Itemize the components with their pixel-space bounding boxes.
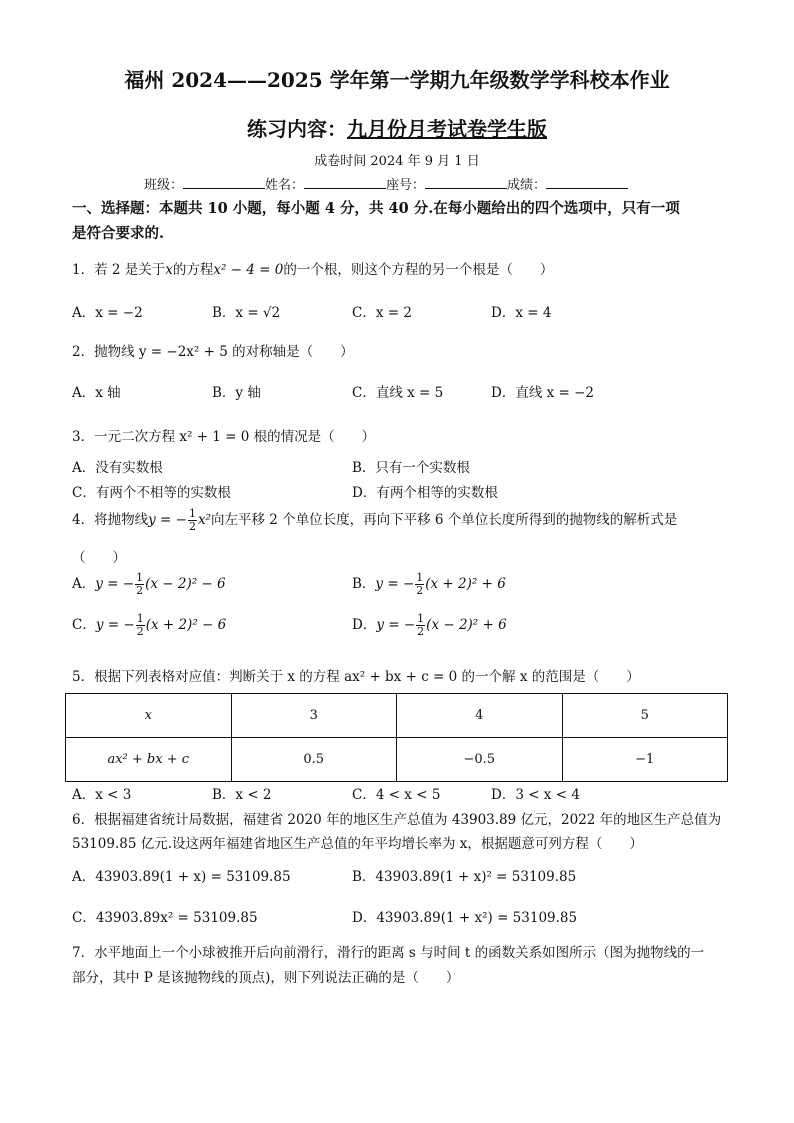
q4b-fraction — [415, 572, 424, 597]
q1-text-c: 的一个根，则这个方程的另一个根是（ ） — [283, 262, 554, 278]
q4-eq-suffix: x² — [197, 512, 211, 528]
score-blank — [546, 176, 628, 189]
q1-text-b: 的方程 — [172, 262, 214, 278]
q4c-post: (x + 2)² − 6 — [145, 617, 227, 633]
document-title: 福州 2024——2025 学年第一学期九年级数学学科校本作业 — [124, 68, 670, 92]
q4b-label: B． — [352, 576, 376, 592]
frac-num: 1 — [188, 507, 196, 520]
q2-option-b: B．y 轴 — [212, 385, 261, 401]
table-cell: 4 — [397, 694, 563, 738]
section-heading-line1: 一、选择题：本题共 10 小题，每小题 4 分，共 40 分.在每小题给出的四个选项中，只有一项 — [72, 200, 680, 217]
subtitle-prefix: 练习内容： — [247, 117, 347, 141]
class-label: 班级： — [144, 178, 184, 193]
q1-option-d: D．x = 4 — [491, 305, 552, 321]
q4b-post: (x + 2)² + 6 — [425, 576, 506, 592]
q4a-pre: y = − — [95, 576, 135, 592]
student-info-line — [144, 174, 628, 193]
q6-option-d: D．43903.89(1 + x²) = 53109.85 — [352, 910, 578, 926]
q2-option-a: A．x 轴 — [72, 385, 121, 401]
q4-fraction — [188, 508, 197, 533]
q6-option-c: C．43903.89x² = 53109.85 — [72, 910, 258, 926]
q6-option-a: A．43903.89(1 + x) = 53109.85 — [72, 869, 291, 885]
question-6-line2: 53109.85 亿元.设这两年福建省地区生产总值的年平均增长率为 x，根据题意可列方程（ ） — [72, 836, 643, 852]
frac-den: 2 — [417, 625, 425, 638]
q3-option-b: B．只有一个实数根 — [352, 460, 470, 476]
section-heading-line2: 是符合要求的. — [72, 225, 165, 242]
frac-num: 1 — [136, 612, 144, 625]
question-5-stem: 5．根据下列表格对应值：判断关于 x 的方程 ax² + bx + c = 0 的一个解 x 的范围是（ ） — [72, 669, 640, 685]
question-7-line1: 7．水平地面上一个小球被推开后向前滑行，滑行的距离 s 与时间 t 的函数关系如图所示（图为抛物线的一 — [72, 945, 705, 961]
q4-text-a: 4．将抛物线 — [72, 512, 149, 528]
table-cell: −1 — [562, 738, 728, 782]
question-4-stem — [72, 508, 677, 533]
frac-den: 2 — [416, 584, 424, 597]
question-7-line2: 部分，其中 P 是该抛物线的顶点)，则下列说法正确的是（ ） — [72, 970, 460, 986]
frac-den: 2 — [136, 584, 144, 597]
q1-equation: x² − 4 = 0 — [213, 262, 284, 278]
score-label: 成绩： — [507, 178, 547, 193]
table-cell: 5 — [562, 694, 728, 738]
q4a-fraction — [135, 572, 144, 597]
q4-option-b — [352, 572, 506, 597]
q4a-post: (x − 2)² − 6 — [145, 576, 226, 592]
question-3-stem: 3．一元二次方程 x² + 1 = 0 根的情况是（ ） — [72, 429, 376, 445]
frac-num: 1 — [417, 612, 425, 625]
question-4-blank: （ ） — [72, 550, 126, 566]
q4d-fraction — [416, 613, 425, 638]
q4-option-a — [72, 572, 226, 597]
table-cell: x — [66, 694, 232, 738]
q4-eq-prefix: y = − — [148, 512, 187, 528]
table-cell: 0.5 — [231, 738, 397, 782]
q3-option-d: D．有两个相等的实数根 — [352, 485, 498, 501]
q1-text-a: 1．若 2 是关于 — [72, 262, 166, 278]
q4d-label: D． — [352, 617, 377, 633]
q1-var: x — [165, 262, 173, 278]
seat-label: 座号： — [386, 178, 426, 193]
frac-den: 2 — [136, 625, 144, 638]
q4c-label: C． — [72, 617, 96, 633]
q2-option-c: C．直线 x = 5 — [352, 385, 444, 401]
q4c-pre: y = − — [95, 617, 135, 633]
q4d-post: (x − 2)² + 6 — [426, 617, 507, 633]
q4c-fraction — [136, 613, 145, 638]
table-cell: −0.5 — [397, 738, 563, 782]
q5-option-c: C．4 < x < 5 — [352, 787, 441, 803]
table-cell: 3 — [231, 694, 397, 738]
document-subtitle — [0, 113, 794, 142]
q3-option-a: A．没有实数根 — [72, 460, 163, 476]
q5-value-table — [65, 693, 728, 782]
q4-option-d — [352, 613, 507, 638]
q3-option-c: C．有两个不相等的实数根 — [72, 485, 231, 501]
q1-option-a: A．x = −2 — [72, 305, 143, 321]
q1-option-c: C．x = 2 — [352, 305, 412, 321]
subtitle-main: 九月份月考试卷学生版 — [347, 117, 547, 141]
question-2-stem: 2．抛物线 y = −2x² + 5 的对称轴是（ ） — [72, 344, 354, 360]
q4b-pre: y = − — [375, 576, 415, 592]
table-row — [66, 694, 728, 738]
frac-num: 1 — [416, 571, 424, 584]
q1-option-b: B．x = √2 — [212, 305, 281, 321]
frac-den: 2 — [188, 520, 196, 533]
q5-option-d: D．3 < x < 4 — [491, 787, 580, 803]
q6-option-b: B．43903.89(1 + x)² = 53109.85 — [352, 869, 577, 885]
q4-text-b: 向左平移 2 个单位长度，再向下平移 6 个单位长度所得到的抛物线的解析式是 — [210, 512, 678, 528]
q5-option-b: B．x < 2 — [212, 787, 272, 803]
question-6-line1: 6．根据福建省统计局数据，福建省 2020 年的地区生产总值为 43903.89 亿元，2022 年的地区生产总值为 — [72, 812, 722, 828]
name-blank — [304, 176, 386, 189]
table-row — [66, 738, 728, 782]
name-label: 姓名： — [265, 178, 305, 193]
q4a-label: A． — [72, 576, 96, 592]
q4d-pre: y = − — [376, 617, 416, 633]
q2-option-d: D．直线 x = −2 — [491, 385, 595, 401]
table-cell: ax² + bx + c — [66, 738, 232, 782]
class-blank — [183, 176, 265, 189]
question-1-stem — [72, 258, 553, 278]
q4-option-c — [72, 613, 226, 638]
seat-blank — [425, 176, 507, 189]
q5-option-a: A．x < 3 — [72, 787, 132, 803]
compile-date: 成卷时间 2024 年 9 月 1 日 — [314, 154, 480, 169]
frac-num: 1 — [136, 571, 144, 584]
